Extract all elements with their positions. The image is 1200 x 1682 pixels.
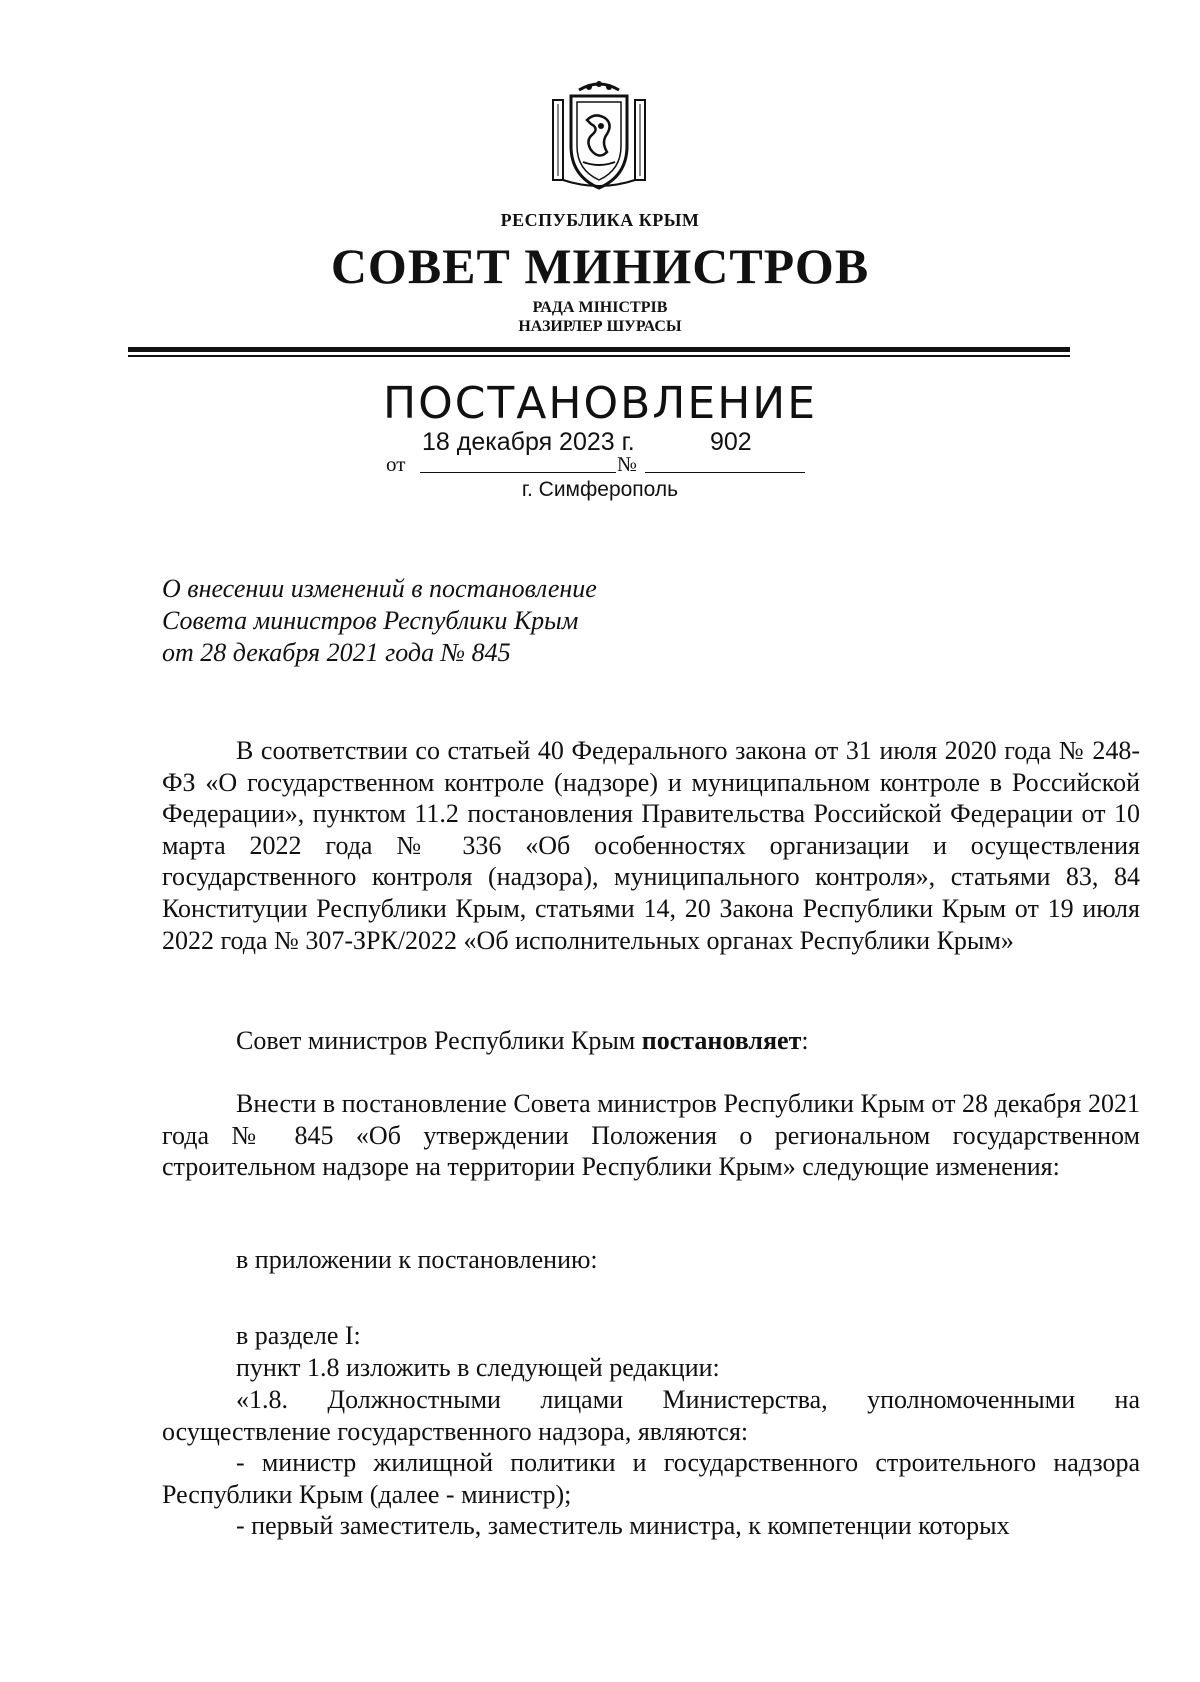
- preamble-paragraph: В соответствии со статьей 40 Федерального закона от 31 июля 2020 года № 248-ФЗ «О государственном контроле (надзоре) и муниципальном контроле в Российской Федерации», пунктом 11.2 постановления Правительства Российской Федерации от 10 марта 2022 года № 336 «Об особенностях организации и осуществления государственного контроля (надзора), муниципального контроля», статьями 83, 84 Конституции Республики Крым, статьями 14, 20 Закона Республики Крым от 19 июля 2022 года № 307-ЗРК/2022 «Об исполнительных органах Республики Крым»: [162, 736, 1140, 955]
- decree-number: 902: [710, 428, 752, 456]
- header-rule-thin: [128, 355, 1070, 357]
- decree-city: г. Симферополь: [521, 478, 679, 501]
- number-underline: [645, 472, 805, 473]
- list-item-deputy: - первый заместитель, заместитель министра, к компетенции которых: [236, 1511, 1010, 1540]
- resolution-text: Совет министров Республики Крым: [236, 1026, 642, 1055]
- amendment-paragraph: Внести в постановление Совета министров Республики Крым от 28 декабря 2021 года № 845 «Об утверждении Положения о региональном государственном строительном надзоре на территории Республики Крым» следующие изменения:: [162, 1089, 1140, 1182]
- date-label: от: [386, 452, 406, 476]
- decree-title: ПОСТАНОВЛЕНИЕ: [382, 378, 817, 429]
- resolution-keyword: постановляет: [641, 1026, 802, 1055]
- decree-date: 18 декабря 2023 г.: [422, 428, 635, 456]
- resolution-colon: :: [801, 1026, 809, 1055]
- list-item-minister: - министр жилищной политики и государственного строительного надзора Республики Крым (далее - министр);: [162, 1448, 1140, 1509]
- date-underline: [420, 472, 616, 473]
- appendix-paragraph: в приложении к постановлению:: [236, 1245, 598, 1274]
- clause-paragraph: пункт 1.8 изложить в следующей редакции:: [236, 1353, 720, 1382]
- council-name: СОВЕТ МИНИСТРОВ: [330, 238, 870, 294]
- decree-subject: [162, 573, 597, 669]
- subject-line: Совета министров Республики Крым: [162, 606, 579, 635]
- republic-name: РЕСПУБЛИКА КРЫМ: [500, 210, 700, 230]
- council-name-crimean-tatar: НАЗИРЛЕР ШУРАСЫ: [518, 318, 682, 335]
- section-paragraph: в разделе I:: [236, 1321, 361, 1350]
- council-name-ukrainian: РАДА МІНІСТРІВ: [532, 299, 668, 316]
- number-label: №: [617, 452, 638, 476]
- crimea-coat-of-arms-icon: [549, 76, 649, 192]
- header-rule-thick: [128, 347, 1070, 352]
- subject-line: от 28 декабря 2021 года № 845: [162, 638, 511, 667]
- resolution-paragraph: [162, 1025, 1140, 1057]
- clause-text-paragraph: «1.8. Должностными лицами Министерства, уполномоченными на осуществление государственного надзора, являются:: [162, 1385, 1140, 1446]
- subject-line: О внесении изменений в постановление: [162, 574, 597, 603]
